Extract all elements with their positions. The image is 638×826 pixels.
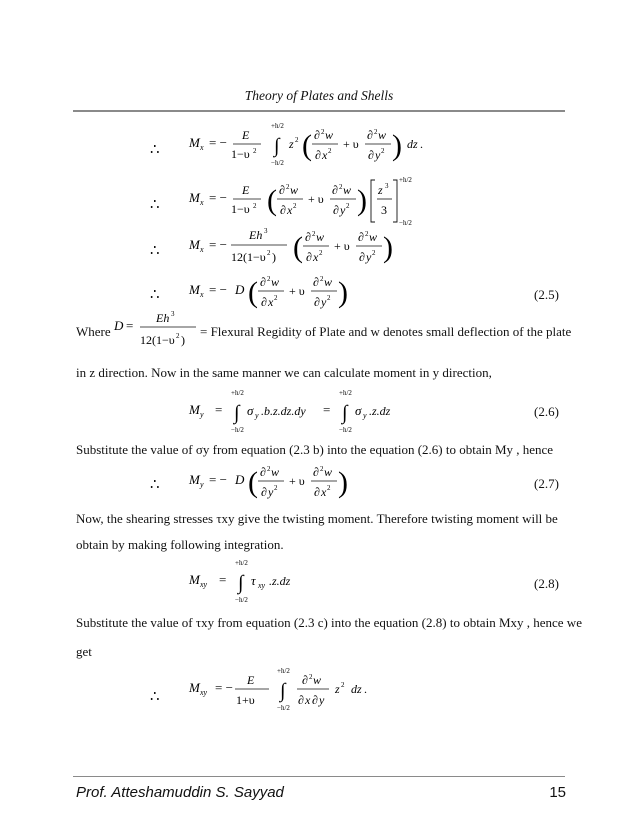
svg-text:w: w (369, 230, 378, 244)
svg-text:.z.dz: .z.dz (369, 404, 391, 418)
therefore-symbol: ∴ (150, 477, 160, 493)
svg-text:τ: τ (251, 573, 256, 588)
svg-text:M: M (189, 572, 200, 587)
therefore-symbol: ∴ (150, 142, 160, 158)
svg-text:∂: ∂ (280, 203, 286, 217)
svg-text:∂: ∂ (358, 230, 364, 244)
svg-text:y: y (363, 411, 367, 420)
svg-text:∂: ∂ (313, 275, 319, 289)
svg-text:= −: = − (209, 190, 227, 205)
svg-text:y: y (268, 485, 274, 499)
svg-text:=: = (323, 402, 331, 417)
svg-text:∂: ∂ (260, 275, 266, 289)
svg-text:y: y (340, 203, 346, 217)
svg-text:Eh: Eh (249, 228, 263, 242)
svg-text:2: 2 (274, 484, 278, 492)
svg-text:2: 2 (372, 249, 376, 257)
equation-mxy-final (185, 660, 375, 720)
svg-text:y: y (200, 410, 204, 419)
svg-text:dz: dz (407, 137, 418, 151)
svg-text:−h/2: −h/2 (277, 704, 290, 712)
svg-text:∂: ∂ (315, 148, 321, 162)
svg-text:w: w (271, 275, 280, 289)
svg-text:12(1−υ: 12(1−υ (140, 333, 175, 347)
svg-text:2: 2 (309, 673, 313, 681)
svg-text:2: 2 (365, 230, 369, 238)
svg-text:x: x (268, 295, 274, 309)
svg-text:+h/2: +h/2 (231, 389, 244, 397)
svg-text:= −: = − (209, 472, 227, 487)
svg-text:2: 2 (327, 484, 331, 492)
svg-text:x: x (200, 290, 204, 299)
svg-text:z: z (289, 137, 294, 151)
equation-my-d (185, 452, 365, 507)
equation-number: (2.8) (534, 576, 559, 591)
equation-my-integral (185, 382, 425, 442)
svg-text:y: y (200, 480, 204, 489)
therefore-symbol: ∴ (150, 197, 160, 213)
svg-text:∂: ∂ (359, 250, 365, 264)
svg-text:+ υ: + υ (289, 284, 305, 298)
svg-text:+ υ: + υ (289, 474, 305, 488)
equation-mxy-integral (185, 552, 315, 612)
svg-text:z: z (335, 682, 340, 696)
svg-text:(: ( (302, 129, 312, 162)
svg-text:M: M (189, 135, 200, 150)
svg-text:3: 3 (171, 310, 175, 318)
svg-text:.z.dz: .z.dz (269, 574, 291, 588)
svg-text:dz: dz (351, 682, 362, 696)
svg-text:3: 3 (264, 227, 268, 235)
svg-text:Eh: Eh (156, 311, 170, 325)
svg-text:2: 2 (320, 275, 324, 283)
therefore-symbol: ∴ (150, 287, 160, 303)
svg-text:y: y (321, 295, 327, 309)
equation-number: (2.7) (534, 476, 559, 491)
svg-text:+h/2: +h/2 (235, 559, 248, 567)
svg-text:2: 2 (327, 294, 331, 302)
footer-rule (73, 776, 565, 777)
svg-text:x: x (287, 203, 293, 217)
svg-text:∫: ∫ (234, 402, 240, 424)
paragraph-get: get (76, 644, 92, 659)
paragraph-substitute-tau: Substitute the value of τxy from equation (2.3 c) into the equation (2.8) to obtain Mxy , hence we (76, 615, 582, 630)
svg-text:.b.z.dz.dy: .b.z.dz.dy (261, 404, 306, 418)
svg-text:): ) (338, 466, 348, 499)
svg-text:−h/2: −h/2 (399, 219, 412, 227)
svg-text:D: D (235, 472, 245, 487)
svg-text:= −: = − (209, 135, 227, 150)
svg-text:z: z (378, 183, 383, 197)
svg-text:w: w (271, 465, 280, 479)
running-header: Theory of Plates and Shells (244, 88, 394, 103)
svg-text:M: M (189, 472, 200, 487)
footer-author: Prof. Atteshamuddin S. Sayyad (76, 784, 284, 801)
svg-text:x: x (322, 148, 328, 162)
svg-text:w: w (313, 673, 322, 687)
svg-text:E: E (242, 183, 250, 197)
svg-text:2: 2 (267, 275, 271, 283)
svg-text:∂: ∂ (314, 295, 320, 309)
svg-text:2: 2 (341, 681, 345, 689)
svg-text:2: 2 (374, 128, 378, 136)
svg-text:+ υ: + υ (308, 192, 324, 206)
svg-text:2: 2 (253, 202, 257, 210)
therefore-symbol: ∴ (150, 689, 160, 705)
svg-text:∂: ∂ (314, 128, 320, 142)
svg-text:(: ( (248, 276, 258, 309)
svg-text:(: ( (248, 466, 258, 499)
where-label: Where (76, 324, 111, 339)
svg-text:y: y (255, 411, 259, 420)
svg-text:2: 2 (320, 465, 324, 473)
svg-text:w: w (378, 128, 387, 142)
svg-text:−h/2: −h/2 (339, 426, 352, 434)
svg-text:D: D (235, 282, 245, 297)
flexural-rigidity-text: = Flexural Regidity of Plate and w denotes small deflection of the plate (200, 324, 572, 339)
paragraph-substitute-sigma: Substitute the value of σy from equation (2.3 b) into the equation (2.6) to obtain My , hence (76, 442, 554, 457)
svg-text:−h/2: −h/2 (231, 426, 244, 434)
svg-text:= −: = − (209, 282, 227, 297)
svg-text:=: = (126, 318, 134, 333)
svg-text:M: M (189, 402, 200, 417)
svg-text:w: w (316, 230, 325, 244)
svg-text:): ) (181, 333, 185, 347)
paragraph-z-direction: in z direction. Now in the same manner we can calculate moment in y direction, (76, 365, 492, 380)
svg-text:∂: ∂ (332, 183, 338, 197)
equation-number: (2.5) (534, 287, 559, 302)
svg-text:2: 2 (339, 183, 343, 191)
svg-text:M: M (189, 680, 200, 695)
svg-text:xy: xy (200, 688, 208, 697)
svg-text:2: 2 (274, 294, 278, 302)
svg-text:w: w (290, 183, 299, 197)
svg-text:M: M (189, 282, 200, 297)
page-number: 15 (549, 784, 566, 801)
svg-text:=: = (219, 572, 227, 587)
svg-text:2: 2 (312, 230, 316, 238)
svg-text:M: M (189, 237, 200, 252)
svg-text:∂: ∂ (306, 250, 312, 264)
svg-text:(: ( (267, 184, 277, 217)
svg-text:−h/2: −h/2 (235, 596, 248, 604)
svg-text:D: D (114, 318, 124, 333)
svg-text:σ: σ (355, 403, 362, 418)
svg-text:2: 2 (295, 136, 299, 144)
svg-text:w: w (343, 183, 352, 197)
svg-text:1−υ: 1−υ (231, 202, 250, 216)
svg-text:x: x (200, 143, 204, 152)
svg-text:2: 2 (293, 202, 297, 210)
therefore-symbol: ∴ (150, 243, 160, 259)
svg-text:∂: ∂ (333, 203, 339, 217)
svg-text:∂: ∂ (298, 693, 304, 707)
svg-text:+ υ: + υ (343, 137, 359, 151)
equation-number: (2.6) (534, 404, 559, 419)
svg-text:2: 2 (328, 147, 332, 155)
svg-text:x: x (200, 198, 204, 207)
svg-text:= −: = − (215, 680, 233, 695)
svg-text:∂: ∂ (368, 148, 374, 162)
header-rule (73, 110, 565, 112)
svg-text:∂: ∂ (260, 465, 266, 479)
svg-text:w: w (324, 275, 333, 289)
equation-mx-integral (185, 115, 445, 175)
svg-text:∂: ∂ (279, 183, 285, 197)
svg-text:): ) (338, 276, 348, 309)
svg-text:2: 2 (176, 332, 180, 340)
svg-text:): ) (383, 231, 393, 264)
svg-text:σ: σ (247, 403, 254, 418)
svg-text:∂: ∂ (305, 230, 311, 244)
svg-text:): ) (357, 184, 367, 217)
svg-text:x: x (305, 693, 311, 707)
svg-text:12(1−υ: 12(1−υ (231, 250, 266, 264)
svg-text:w: w (324, 465, 333, 479)
equation-mx-d (185, 262, 365, 317)
svg-text:= −: = − (209, 237, 227, 252)
svg-text:): ) (392, 129, 402, 162)
svg-text:1+υ: 1+υ (236, 693, 255, 707)
svg-text:x: x (200, 245, 204, 254)
svg-text:2: 2 (267, 465, 271, 473)
svg-text:+h/2: +h/2 (271, 122, 284, 130)
svg-text:x: x (313, 250, 319, 264)
svg-text:2: 2 (319, 249, 323, 257)
svg-text:+ υ: + υ (334, 239, 350, 253)
svg-text:xy: xy (200, 580, 208, 589)
svg-text:y: y (366, 250, 372, 264)
svg-text:+h/2: +h/2 (399, 176, 412, 184)
definition-d (114, 310, 198, 354)
paragraph-integration: obtain by making following integration. (76, 537, 284, 552)
svg-text:.: . (420, 137, 423, 151)
svg-text:∂: ∂ (312, 693, 318, 707)
svg-text:=: = (215, 402, 223, 417)
svg-text:2: 2 (286, 183, 290, 191)
svg-text:E: E (242, 128, 250, 142)
svg-text:∂: ∂ (261, 485, 267, 499)
svg-text:E: E (247, 673, 255, 687)
svg-text:−h/2: −h/2 (271, 159, 284, 167)
svg-text:2: 2 (381, 147, 385, 155)
svg-text:): ) (272, 250, 276, 264)
svg-text:+h/2: +h/2 (339, 389, 352, 397)
svg-text:∫: ∫ (342, 402, 348, 424)
svg-text:∂: ∂ (367, 128, 373, 142)
svg-text:3: 3 (385, 182, 389, 190)
svg-text:y: y (319, 693, 325, 707)
svg-text:∂: ∂ (302, 673, 308, 687)
svg-text:w: w (325, 128, 334, 142)
svg-text:3: 3 (381, 203, 387, 217)
svg-text:2: 2 (253, 147, 257, 155)
svg-text:2: 2 (346, 202, 350, 210)
svg-text:∂: ∂ (261, 295, 267, 309)
svg-text:2: 2 (321, 128, 325, 136)
svg-text:1−υ: 1−υ (231, 147, 250, 161)
svg-text:.: . (364, 682, 367, 696)
svg-text:2: 2 (267, 249, 271, 257)
svg-text:∂: ∂ (313, 465, 319, 479)
svg-text:∫: ∫ (280, 680, 286, 702)
svg-text:+h/2: +h/2 (277, 667, 290, 675)
svg-text:M: M (189, 190, 200, 205)
svg-text:x: x (321, 485, 327, 499)
svg-text:(: ( (293, 231, 303, 264)
paragraph-shearing-stresses: Now, the shearing stresses τxy give the twisting moment. Therefore twisting moment will be (76, 511, 558, 526)
svg-text:y: y (375, 148, 381, 162)
svg-text:∫: ∫ (238, 572, 244, 594)
svg-text:∂: ∂ (314, 485, 320, 499)
svg-text:xy: xy (258, 581, 266, 590)
svg-text:∫: ∫ (274, 135, 280, 157)
